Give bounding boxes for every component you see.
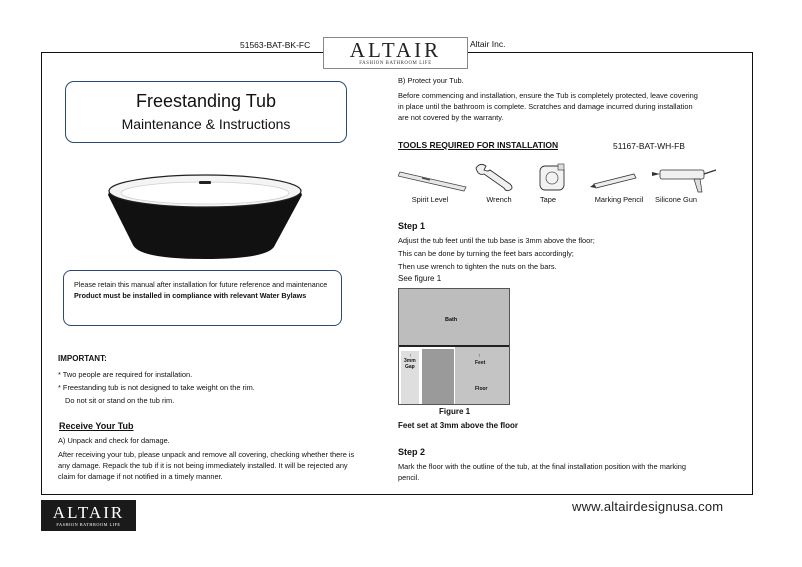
receive-tub-subheading: A) Unpack and check for damage. bbox=[58, 436, 170, 445]
figure-bath-label: Bath bbox=[445, 317, 458, 323]
protect-para-line-2: in place until the bathroom is complete. Scratches and damage incurred during installation bbox=[398, 102, 693, 111]
figure-floor-area bbox=[455, 347, 509, 405]
gap-label-line-2: Gap bbox=[404, 364, 415, 370]
tool-label-silicone-gun: Silicone Gun bbox=[655, 195, 697, 204]
important-heading: IMPORTANT: bbox=[58, 354, 107, 363]
page-subtitle: Maintenance & Instructions bbox=[121, 116, 291, 132]
receive-para-line-2: any damage. Repack the tub if it is not being immediately installed. It will be rejected any bbox=[58, 461, 348, 470]
step-2-line-2: pencil. bbox=[398, 473, 420, 482]
see-figure-1: See figure 1 bbox=[398, 274, 442, 283]
important-line-1: * Two people are required for installation. bbox=[58, 370, 193, 379]
wrench-icon bbox=[476, 164, 512, 190]
spirit-level-icon bbox=[398, 172, 466, 191]
receive-para-line-1: After receiving your tub, please unpack and remove all covering, checking whether there is bbox=[58, 450, 355, 459]
gap-label-line-1: 3mm bbox=[404, 358, 416, 364]
retain-manual-note bbox=[63, 270, 342, 326]
protect-para-line-1: Before commencing and installation, ensure the Tub is completely protected, leave covering bbox=[398, 91, 698, 100]
tool-label-spirit-level: Spirit Level bbox=[411, 195, 449, 204]
feet-arrow-icon: ↑ bbox=[478, 353, 481, 359]
header-company-name: Altair Inc. bbox=[470, 39, 506, 49]
step-1-line-2: This can be done by turning the feet bars accordingly; bbox=[398, 249, 574, 258]
tools-illustrations bbox=[398, 160, 720, 194]
retain-note-text: Please retain this manual after installation for future reference and maintenance bbox=[74, 280, 328, 289]
bylaws-note: Product must be installed in compliance with relevant Water Bylaws bbox=[74, 291, 307, 300]
step-1-line-3: Then use wrench to tighten the nuts on the bars. bbox=[398, 262, 557, 271]
header-logo-word: ALTAIR bbox=[349, 38, 442, 62]
header-logo bbox=[323, 37, 468, 69]
tools-heading: TOOLS REQUIRED FOR INSTALLATION bbox=[398, 140, 559, 150]
page-title: Freestanding Tub bbox=[135, 91, 277, 111]
footer-logo-tagline: FASHION BATHROOM LIFE bbox=[56, 522, 121, 527]
footer-logo bbox=[41, 500, 136, 531]
tool-label-tape: Tape bbox=[539, 195, 557, 204]
step-2-line-1: Mark the floor with the outline of the tub, at the final installation position with the marking bbox=[398, 462, 686, 471]
figure-feet-label: Feet bbox=[475, 360, 486, 366]
receive-para-line-3: claim for damage if not notified in a timely manner. bbox=[58, 472, 223, 481]
silicone-gun-icon bbox=[652, 170, 716, 192]
header-logo-tagline: FASHION BATHROOM LIFE bbox=[359, 61, 432, 66]
protect-heading: B) Protect your Tub. bbox=[398, 76, 464, 85]
protect-para-line-3: are not covered by the warranty. bbox=[398, 113, 504, 122]
figure-floor-label: Floor bbox=[475, 386, 488, 392]
important-line-3: Do not sit or stand on the tub rim. bbox=[65, 396, 175, 405]
figure-gap-label bbox=[404, 358, 416, 370]
figure-1-subcaption: Feet set at 3mm above the floor bbox=[398, 421, 519, 430]
tool-label-wrench: Wrench bbox=[486, 195, 512, 204]
step-2-heading: Step 2 bbox=[398, 447, 426, 457]
footer-logo-word: ALTAIR bbox=[52, 503, 125, 522]
marking-pencil-icon bbox=[590, 174, 636, 188]
freestanding-tub-image bbox=[105, 173, 305, 263]
header-product-code: 51563-BAT-BK-FC bbox=[240, 40, 311, 50]
tools-product-code: 51167-BAT-WH-FB bbox=[613, 141, 685, 151]
figure-1-caption: Figure 1 bbox=[439, 407, 471, 416]
tape-measure-icon bbox=[540, 164, 564, 190]
title-box bbox=[65, 81, 347, 143]
receive-tub-heading: Receive Your Tub bbox=[59, 421, 134, 431]
step-1-heading: Step 1 bbox=[398, 221, 426, 231]
tool-label-marking-pencil: Marking Pencil bbox=[594, 195, 644, 204]
gap-arrow-icon: ↑ bbox=[409, 353, 412, 359]
website-link[interactable]: www.altairdesignusa.com bbox=[572, 499, 724, 514]
important-line-2: * Freestanding tub is not designed to take weight on the rim. bbox=[58, 383, 255, 392]
figure-feet-bar bbox=[422, 349, 454, 405]
figure-1-diagram bbox=[398, 288, 510, 405]
step-1-line-1: Adjust the tub feet until the tub base is 3mm above the floor; bbox=[398, 236, 595, 245]
